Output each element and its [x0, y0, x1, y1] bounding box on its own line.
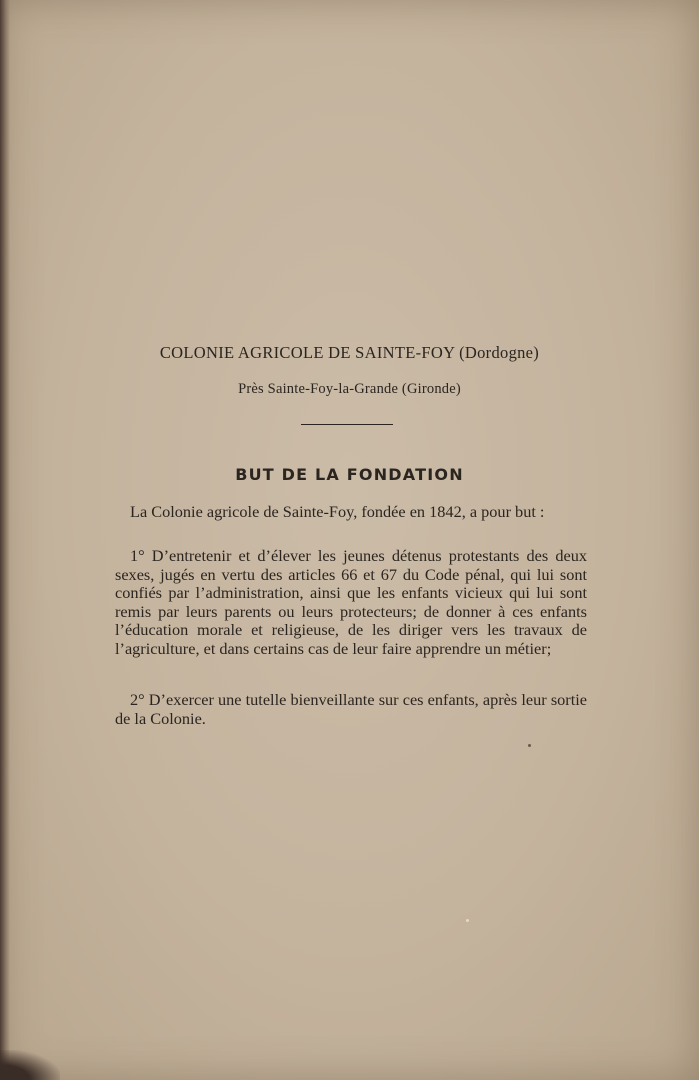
section-title: BUT DE LA FONDATION [235, 465, 464, 484]
paper-speck [528, 744, 531, 747]
paper-speck [466, 919, 469, 922]
paragraph-purpose-two [115, 691, 587, 728]
page-edge-shadow [0, 0, 10, 1080]
divider [301, 424, 393, 425]
page-corner-damage [0, 1050, 60, 1080]
page-subtitle: Près Sainte-Foy-la-Grande (Gironde) [238, 381, 461, 397]
paragraph-text: 2° D’exercer une tutelle bienveillante sur ces enfants, après leur sortie de la Colonie. [115, 690, 587, 728]
paragraph-purpose-one [115, 547, 587, 659]
paragraph-text: La Colonie agricole de Sainte-Foy, fondée en 1842, a pour but : [130, 502, 545, 521]
paragraph-text: 1° D’entretenir et d’élever les jeunes détenus protestants des deux sexes, jugés en vertu des articles 66 et 67 du Code pénal, qui lui sont confiés par l’administration, ainsi que les enfants vicieux qui lui sont remis par leurs parents ou leurs protecteurs; de donner à ces enfants l’éducation morale et religieuse, de les diriger vers les travaux de l’agriculture, et dans certains cas de leur faire apprendre un métier; [115, 546, 587, 658]
paragraph-intro [115, 503, 587, 522]
page-title: COLONIE AGRICOLE DE SAINTE-FOY (Dordogne) [159, 343, 540, 362]
